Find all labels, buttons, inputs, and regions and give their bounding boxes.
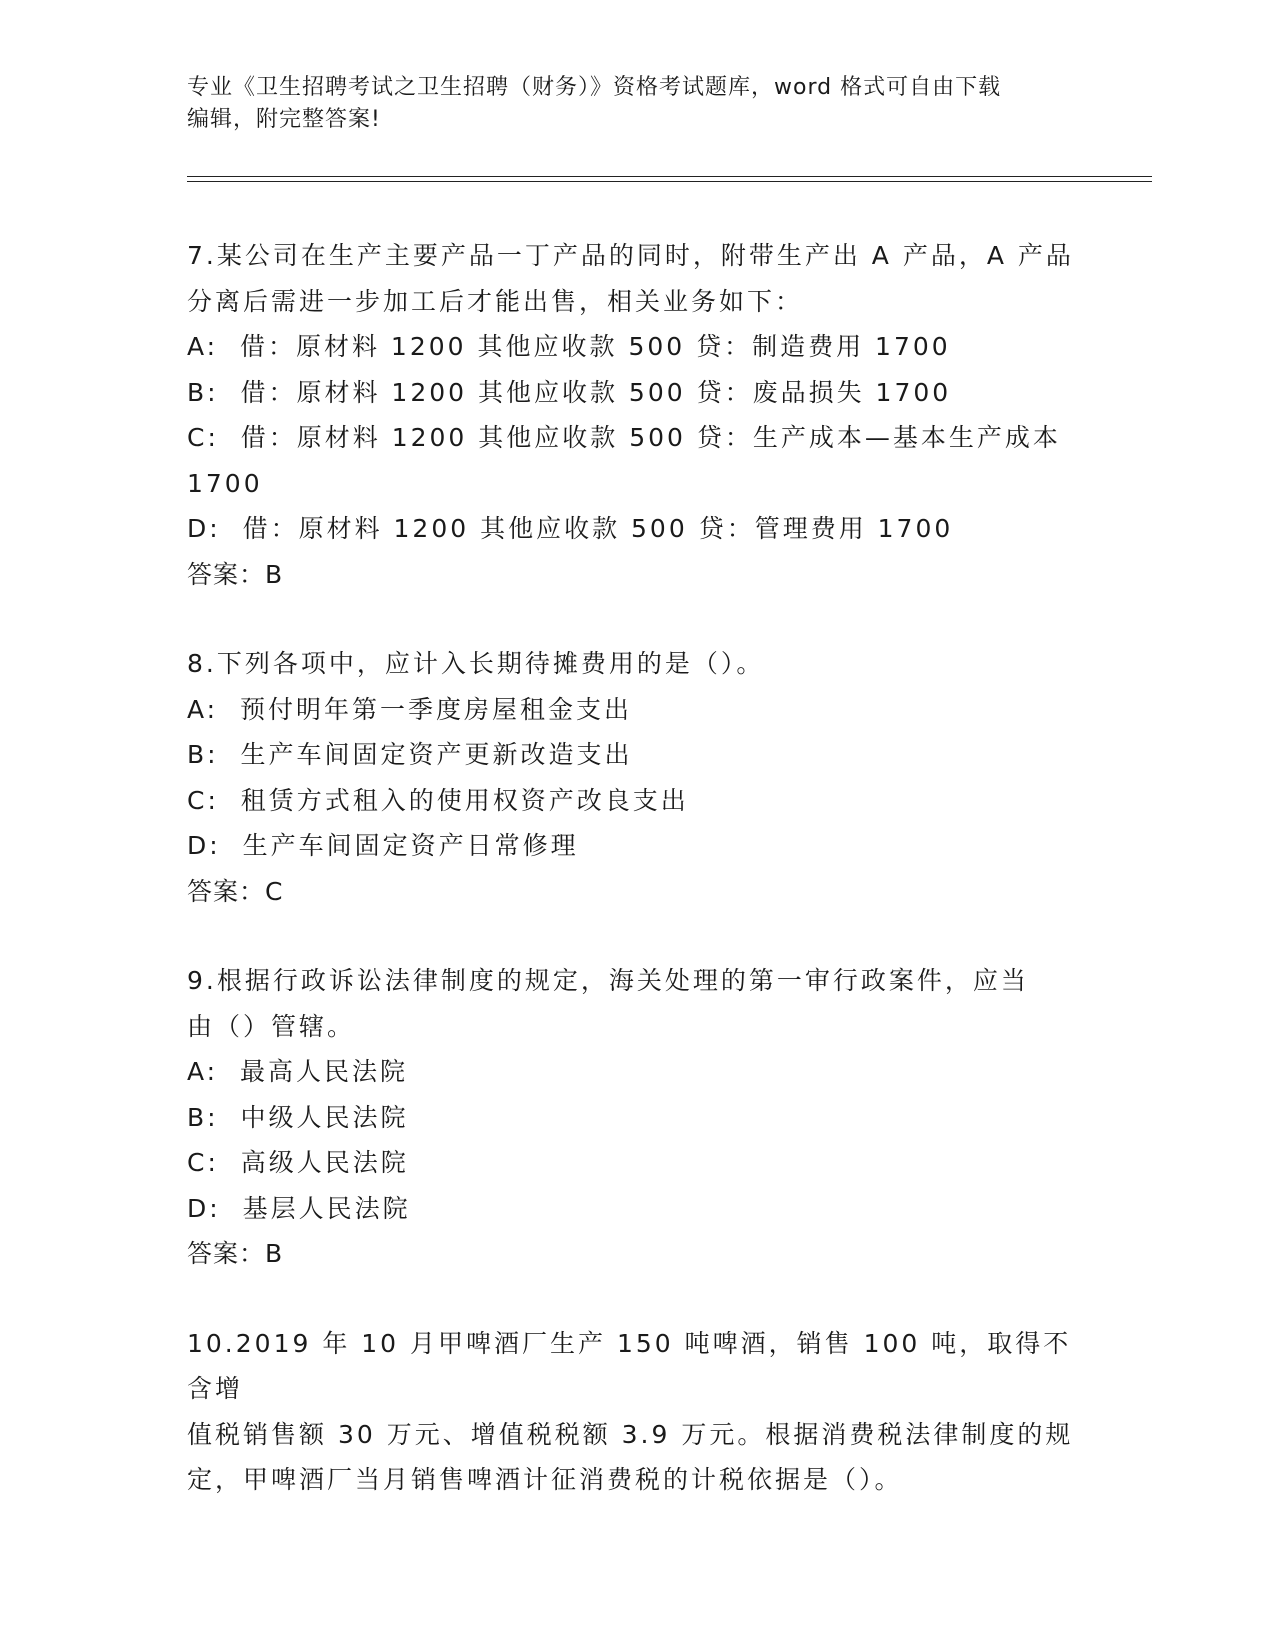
- question-option: C: 借：原材料 1200 其他应收款 500 贷：生产成本—基本生产成本: [187, 423, 1061, 452]
- header-divider-top: [187, 176, 1152, 177]
- header-line-1: 专业《卫生招聘考试之卫生招聘（财务）》资格考试题库，word 格式可自由下载: [187, 75, 1002, 100]
- question-3: [187, 958, 1087, 1277]
- question-answer: 答案：C: [187, 876, 284, 906]
- question-option: C: 高级人民法院: [187, 1148, 409, 1177]
- question-option: B: 中级人民法院: [187, 1102, 409, 1132]
- question-option: A: 借：原材料 1200 其他应收款 500 贷：制造费用 1700: [187, 332, 951, 361]
- question-stem-line: 定，甲啤酒厂当月销售啤酒计征消费税的计税依据是（）。: [187, 1465, 903, 1494]
- question-option: D: 借：原材料 1200 其他应收款 500 贷：管理费用 1700: [187, 514, 954, 543]
- question-option: C: 租赁方式租入的使用权资产改良支出: [187, 785, 689, 815]
- question-option: A: 预付明年第一季度房屋租金支出: [187, 694, 632, 724]
- question-option: 1700: [187, 468, 263, 498]
- question-option: D: 生产车间固定资产日常修理: [187, 831, 579, 860]
- question-option: B: 生产车间固定资产更新改造支出: [187, 740, 633, 769]
- question-stem-line: 分离后需进一步加工后才能出售，相关业务如下：: [187, 286, 804, 316]
- question-1: [187, 233, 1087, 597]
- question-stem-line: 值税销售额 30 万元、增值税税额 3.9 万元。根据消费税法律制度的规: [187, 1419, 1074, 1449]
- question-answer: 答案：B: [187, 559, 284, 589]
- document-header: [187, 72, 1087, 136]
- question-stem-line: 9.根据行政诉讼法律制度的规定，海关处理的第一审行政案件，应当: [187, 966, 1029, 995]
- question-2: [187, 641, 1087, 914]
- question-answer: 答案：B: [187, 1239, 284, 1268]
- question-stem-line: 10.2019 年 10 月甲啤酒厂生产 150 吨啤酒，销售 100 吨，取得不含增: [187, 1328, 1072, 1403]
- header-divider-bottom: [187, 181, 1152, 182]
- question-stem-line: 8.下列各项中，应计入长期待摊费用的是（）。: [187, 649, 765, 678]
- question-list: [187, 233, 1087, 1547]
- question-stem-line: 7.某公司在生产主要产品一丁产品的同时，附带生产出 A 产品，A 产品: [187, 241, 1074, 270]
- question-4: [187, 1321, 1087, 1503]
- question-stem-line: 由（）管辖。: [187, 1011, 356, 1041]
- question-option: A: 最高人民法院: [187, 1057, 408, 1086]
- header-line-2: 编辑，附完整答案!: [187, 107, 381, 132]
- question-option: D: 基层人民法院: [187, 1193, 411, 1223]
- question-option: B: 借：原材料 1200 其他应收款 500 贷：废品损失 1700: [187, 377, 952, 407]
